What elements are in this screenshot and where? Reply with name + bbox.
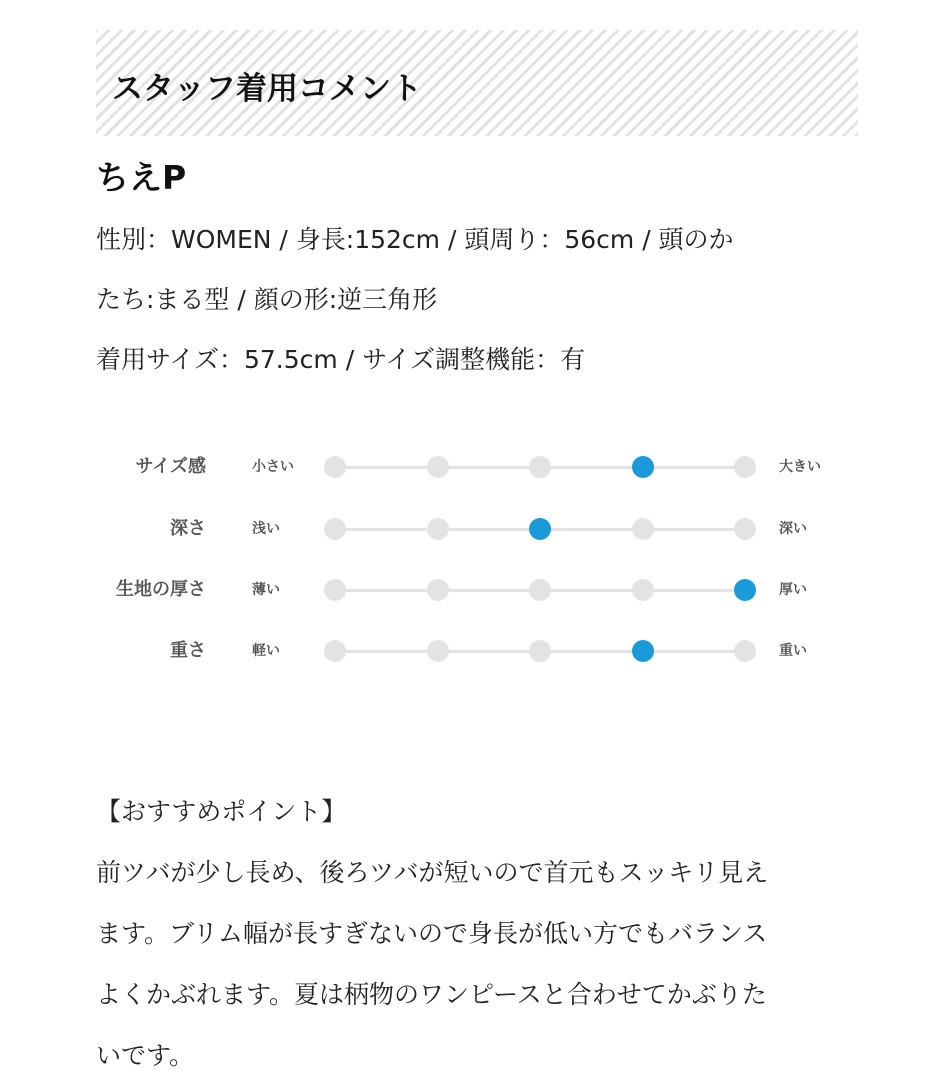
rating-min-label: 小さい [252, 459, 294, 475]
rating-dot [427, 640, 449, 662]
rating-dot [734, 640, 756, 662]
rating-row [96, 575, 858, 605]
rating-row [96, 452, 858, 482]
rating-dot [529, 640, 551, 662]
staff-profile [96, 210, 858, 390]
recommend-line: 前ツバが少し長め、後ろツバが短いので首元もスッキリ見え [96, 858, 769, 887]
staff-comment-section [96, 30, 858, 1086]
rating-label: サイズ感 [135, 456, 206, 477]
rating-dot [734, 456, 756, 478]
fit-ratings [96, 449, 858, 709]
rating-dot-selected [734, 579, 756, 601]
rating-dot [324, 579, 346, 601]
rating-dot [529, 579, 551, 601]
profile-line: 性別：WOMEN / 身長:152cm / 頭周り：56cm / 頭のか [96, 225, 734, 254]
rating-dot [632, 579, 654, 601]
rating-dot [324, 518, 346, 540]
rating-dot [324, 640, 346, 662]
recommend-line: いです。 [96, 1041, 195, 1070]
rating-max-label: 深い [779, 521, 807, 537]
recommend-points [96, 781, 858, 1086]
section-header [96, 30, 858, 136]
recommend-line: よくかぶれます。夏は柄物のワンピースと合わせてかぶりた [96, 980, 767, 1009]
rating-dot [734, 518, 756, 540]
rating-min-label: 軽い [252, 643, 280, 659]
recommend-heading: 【おすすめポイント】 [96, 797, 347, 826]
rating-dot [427, 518, 449, 540]
rating-max-label: 重い [779, 643, 807, 659]
rating-dot-selected [529, 518, 551, 540]
rating-label: 生地の厚さ [116, 579, 206, 600]
rating-dot [529, 456, 551, 478]
rating-dot [427, 456, 449, 478]
rating-label: 深さ [170, 518, 206, 539]
rating-label: 重さ [170, 640, 206, 661]
profile-line: たち:まる型 / 顔の形:逆三角形 [96, 285, 438, 314]
rating-dot-selected [632, 456, 654, 478]
section-title: スタッフ着用コメント [112, 70, 422, 107]
rating-max-label: 厚い [779, 582, 807, 598]
rating-dot-selected [632, 640, 654, 662]
rating-dot [427, 579, 449, 601]
rating-min-label: 薄い [252, 582, 280, 598]
rating-max-label: 大きい [779, 459, 821, 475]
recommend-line: ます。ブリム幅が長すぎないので身長が低い方でもバランス [96, 919, 768, 948]
rating-row [96, 636, 858, 666]
rating-row [96, 514, 858, 544]
profile-line: 着用サイズ：57.5cm / サイズ調整機能：有 [96, 345, 586, 374]
rating-dot [632, 518, 654, 540]
staff-name: ちえP [96, 158, 187, 197]
rating-min-label: 浅い [252, 521, 280, 537]
rating-dot [324, 456, 346, 478]
